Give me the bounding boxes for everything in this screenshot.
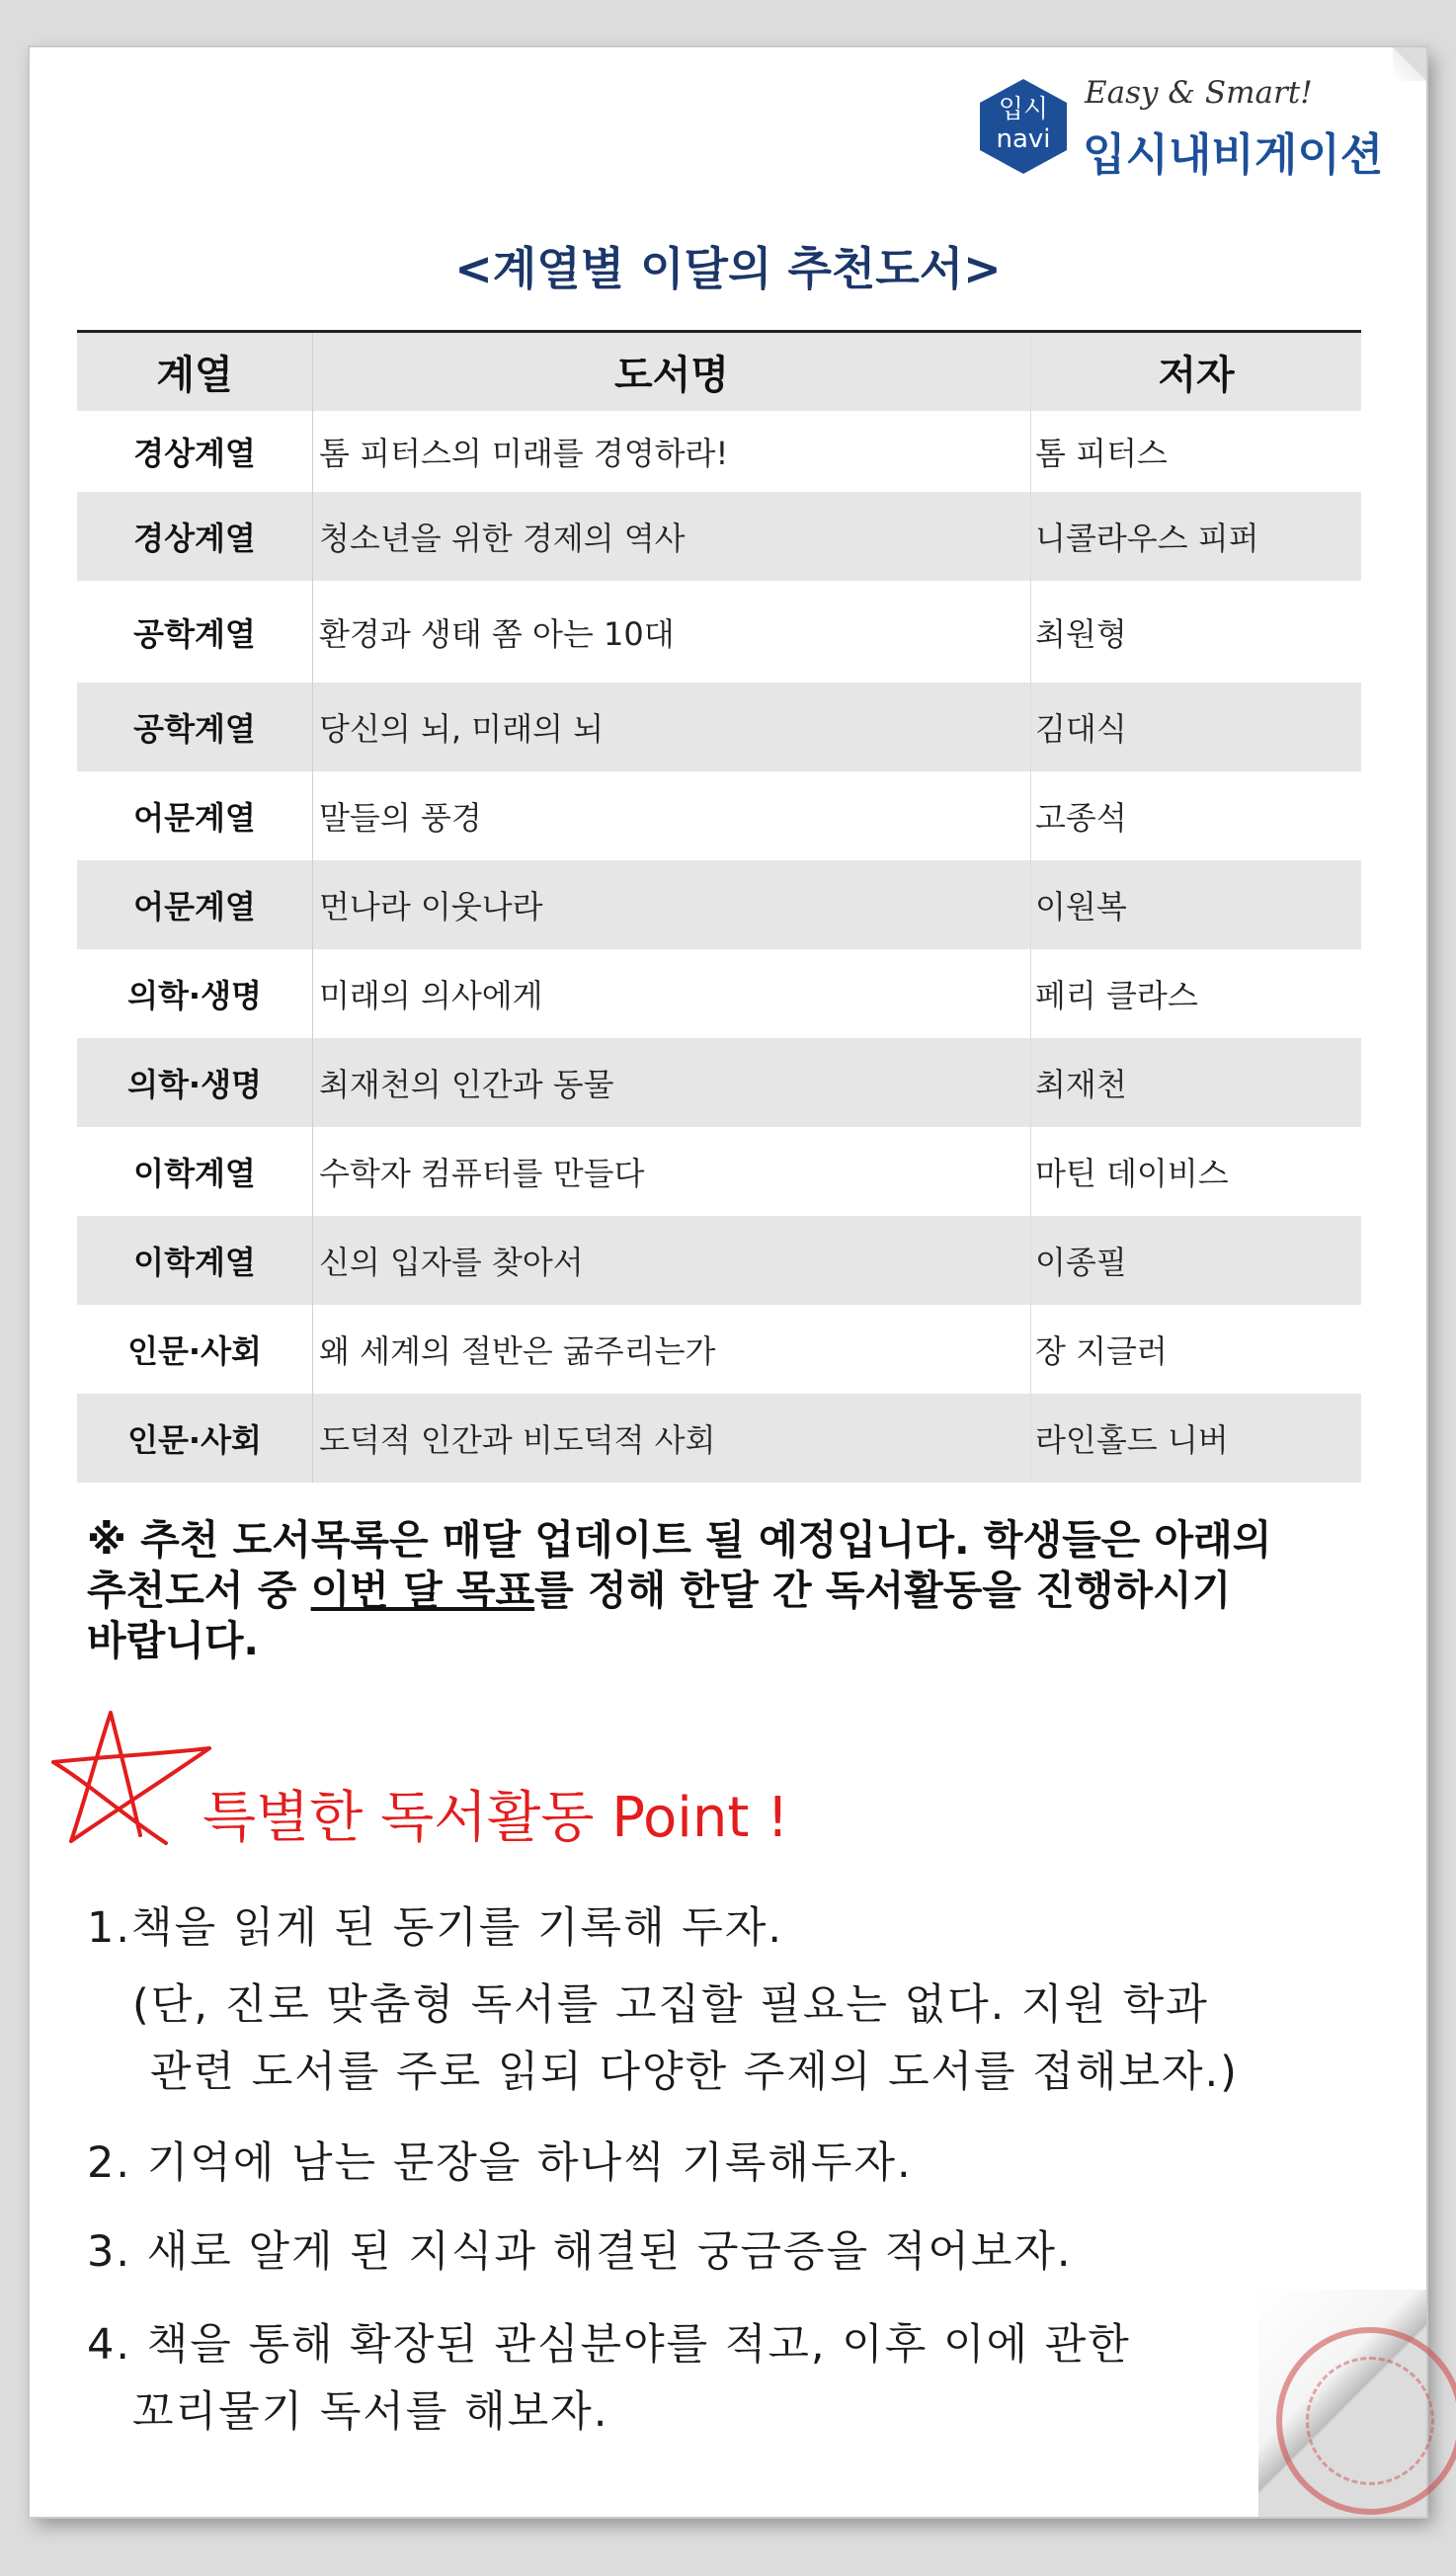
table-row [77, 683, 1361, 771]
table-row [77, 771, 1361, 860]
page-title: <계열별 이달의 추천도서> [454, 242, 1002, 295]
notice-line3: 바랍니다. [87, 1617, 259, 1664]
cell-category: 인문·사회 [127, 1332, 262, 1370]
header-title: 도서명 [313, 332, 1031, 412]
cell-title: 당신의 뇌, 미래의 뇌 [313, 683, 1031, 771]
cell-author: 라인홀드 니버 [1031, 1394, 1362, 1483]
notice-line1: ※ 추천 도서목록은 매달 업데이트 될 예정입니다. 학생들은 아래의 [87, 1516, 1272, 1564]
cell-category: 의학·생명 [77, 1038, 313, 1127]
logo [978, 73, 1403, 182]
logo-hex-line2: navi [996, 124, 1051, 154]
cell-title: 도덕적 인간과 비도덕적 사회 [313, 1394, 1031, 1483]
cell-category: 의학·생명 [127, 977, 262, 1014]
table-row [77, 1305, 1361, 1394]
cell-category: 어문계열 [133, 799, 256, 837]
notice-text [87, 1515, 1371, 1666]
cell-category: 경상계열 [77, 492, 313, 581]
logo-name: 입시내비게이션 [1083, 128, 1384, 181]
cell-title: 미래의 의사에게 [313, 949, 1031, 1038]
cell-title: 왜 세계의 절반은 굶주리는가 [313, 1305, 1031, 1394]
cell-title: 톰 피터스의 미래를 경영하라! [313, 411, 1031, 492]
cell-category: 경상계열 [133, 435, 256, 472]
cell-category: 이학계열 [133, 1155, 256, 1192]
cell-title: 먼나라 이웃나라 [313, 860, 1031, 949]
activity-item-3: 3. 새로 알게 된 지식과 해결된 궁금증을 적어보자. [87, 2227, 1073, 2277]
cell-author: 장 지글러 [1031, 1305, 1362, 1394]
notice-line2-after: 를 정해 한달 간 독서활동을 진행하시기 [534, 1567, 1232, 1614]
cell-category: 공학계열 [133, 614, 256, 653]
activity-item-2: 2. 기억에 남는 문장을 하나씩 기록해두자. [87, 2138, 913, 2188]
cell-title: 청소년을 위한 경제의 역사 [313, 492, 1031, 581]
table-row [77, 1216, 1361, 1305]
cell-author: 페리 클라스 [1031, 949, 1362, 1038]
activity-item-1-note-line2: 관련 도서를 주로 읽되 다양한 주제의 도서를 접해보자.) [150, 2048, 1239, 2097]
notice-line2 [87, 1566, 1371, 1616]
table-row [77, 1038, 1361, 1127]
special-activity-heading: 특별한 독서활동 Point ! [202, 1786, 789, 1850]
book-table [77, 330, 1361, 1483]
cell-author: 최원형 [1031, 581, 1362, 683]
red-seal-stamp [1276, 2327, 1456, 2515]
notice-line2-before: 추천도서 중 [87, 1567, 311, 1614]
table-row [77, 492, 1361, 581]
activity-item-4: 4. 책을 통해 확장된 관심분야를 적고, 이후 이에 관한 [87, 2320, 1131, 2370]
cell-category: 이학계열 [77, 1216, 313, 1305]
logo-hex-text [978, 95, 1069, 154]
logo-hex-line1: 입시 [998, 95, 1049, 124]
table-row [77, 949, 1361, 1038]
cell-author: 니콜라우스 피퍼 [1031, 492, 1362, 581]
table-header-row [77, 332, 1361, 412]
cell-category: 공학계열 [77, 683, 313, 771]
cell-author: 이종필 [1031, 1216, 1362, 1305]
table-row [77, 1394, 1361, 1483]
activity-item-1: 1.책을 읽게 된 동기를 기록해 두자. [87, 1903, 784, 1953]
cell-author: 마틴 데이비스 [1031, 1127, 1362, 1216]
activity-item-4-line2: 꼬리물기 독서를 해보자. [132, 2387, 609, 2437]
cell-category: 어문계열 [77, 860, 313, 949]
cell-title: 말들의 풍경 [313, 771, 1031, 860]
header-author: 저자 [1031, 332, 1362, 412]
cell-title: 최재천의 인간과 동물 [313, 1038, 1031, 1127]
table-row [77, 581, 1361, 683]
cell-title: 환경과 생태 쫌 아는 10대 [313, 581, 1031, 683]
logo-tagline: Easy & Smart! [1085, 75, 1313, 111]
hand-drawn-star-icon [49, 1705, 217, 1853]
cell-category: 인문·사회 [77, 1394, 313, 1483]
activity-item-1-note-line1: (단, 진로 맞춤형 독서를 고집할 필요는 없다. 지원 학과 [132, 1980, 1209, 2030]
table-row [77, 860, 1361, 949]
cell-author: 고종석 [1031, 771, 1362, 860]
notice-monthly-goal: 이번 달 목표 [310, 1567, 535, 1614]
table-row [77, 411, 1361, 492]
table-row [77, 1127, 1361, 1216]
header-category: 계열 [77, 332, 313, 412]
cell-title: 신의 입자를 찾아서 [313, 1216, 1031, 1305]
cell-author: 김대식 [1031, 683, 1362, 771]
cell-title: 수학자 컴퓨터를 만들다 [313, 1127, 1031, 1216]
cell-author: 톰 피터스 [1031, 411, 1362, 492]
cell-author: 최재천 [1031, 1038, 1362, 1127]
cell-author: 이원복 [1031, 860, 1362, 949]
